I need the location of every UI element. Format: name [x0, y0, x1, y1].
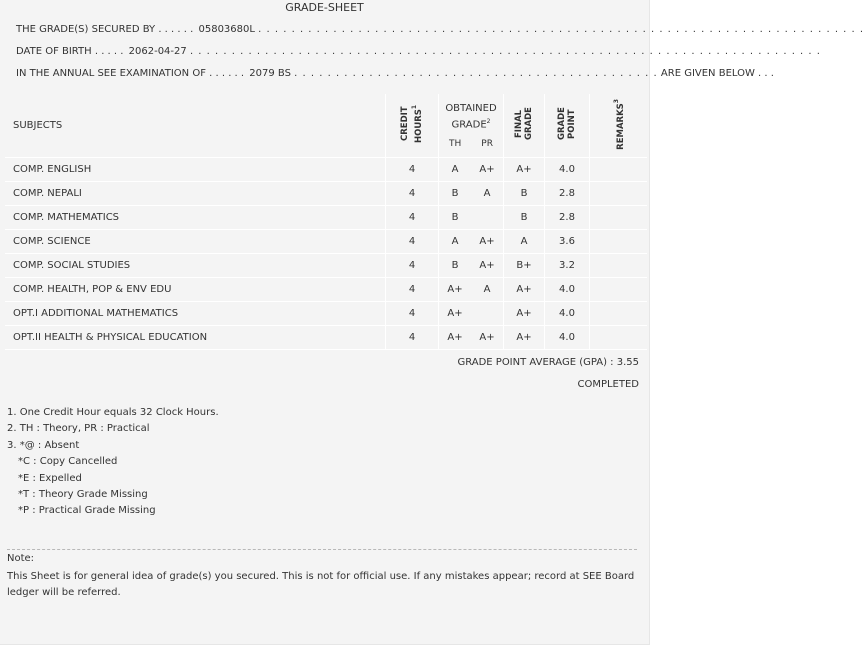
- remarks-sup: 3: [612, 98, 620, 103]
- obtained-grade-sup: 2: [486, 117, 491, 125]
- subject-cell: COMP. HEALTH, POP & ENV EDU: [5, 278, 386, 302]
- subject-cell: COMP. MATHEMATICS: [5, 206, 386, 230]
- footnote-item: *P : Practical Grade Missing: [18, 505, 156, 517]
- credit-cell: 4: [386, 206, 439, 230]
- secured-by-dots: . . . . . . . . . . . . . . . . . . . . . . . . . . . . . . . . . . . . . . . . . . . . . . . . . . . . . . . . . . . . . . . . . . . . . . . . .: [258, 24, 864, 35]
- credit-cell: 4: [386, 254, 439, 278]
- exam-suffix: ARE GIVEN BELOW . . .: [660, 68, 774, 79]
- note-divider: [7, 549, 637, 550]
- obtained-grade-label: OBTAINED GRADE: [445, 102, 497, 131]
- th-grade-cell: A: [439, 158, 472, 182]
- secured-by-line: [16, 24, 864, 35]
- grade-point-cell: 3.6: [545, 230, 590, 254]
- table-row: [5, 158, 647, 182]
- remarks-cell: [590, 206, 648, 230]
- final-grade-cell: A+: [504, 158, 545, 182]
- exam-dots: . . . . . . . . . . . . . . . . . . . . . . . . . . . . . . . . . . . . . . . . . . . .: [294, 68, 658, 79]
- secured-by-label: THE GRADE(S) SECURED BY . . . . . .: [16, 24, 194, 35]
- table-row: [5, 302, 647, 326]
- footnote-item: 1. One Credit Hour equals 32 Clock Hours.: [7, 407, 219, 418]
- symbol-number: 05803680L: [198, 24, 255, 35]
- table-row: [5, 230, 647, 254]
- footnote-item: 2. TH : Theory, PR : Practical: [7, 423, 150, 435]
- dob-dots: . . . . . . . . . . . . . . . . . . . . . . . . . . . . . . . . . . . . . . . . . . . . . . . . . . . . . . . . . . . . . . . . . . . . . . . . . . . .: [189, 46, 821, 57]
- remarks-label: REMARKS: [615, 102, 626, 150]
- th-grade-cell: A+: [439, 302, 472, 326]
- subject-cell: OPT.I ADDITIONAL MATHEMATICS: [5, 302, 386, 326]
- th-grade-cell: A+: [439, 326, 472, 350]
- grade-point-cell: 2.8: [545, 206, 590, 230]
- page-title: GRADE-SHEET: [285, 1, 364, 14]
- credit-cell: 4: [386, 158, 439, 182]
- remarks-cell: [590, 158, 648, 182]
- credit-hours-sup: 1: [411, 104, 419, 110]
- final-grade-cell: A+: [504, 302, 545, 326]
- remarks-cell: [590, 278, 648, 302]
- final-grade-label: FINAL GRADE: [514, 107, 534, 141]
- grade-point-cell: 2.8: [545, 182, 590, 206]
- subject-cell: COMP. ENGLISH: [5, 158, 386, 182]
- footnotes: [7, 405, 219, 520]
- final-grade-cell: A+: [504, 278, 545, 302]
- th-header: TH: [449, 139, 462, 150]
- subject-cell: COMP. SCIENCE: [5, 230, 386, 254]
- exam-line: [16, 68, 774, 79]
- th-grade-cell: B: [439, 182, 472, 206]
- final-grade-cell: A+: [504, 326, 545, 350]
- credit-cell: 4: [386, 302, 439, 326]
- pr-grade-cell: [471, 206, 504, 230]
- pr-grade-cell: A+: [471, 254, 504, 278]
- note-text: This Sheet is for general idea of grade(s) you secured. This is not for official use. If any mistakes appear; record at SEE Board ledger will be referred.: [7, 571, 635, 598]
- grade-point-cell: 3.2: [545, 254, 590, 278]
- subject-cell: OPT.II HEALTH & PHYSICAL EDUCATION: [5, 326, 386, 350]
- dob-label: DATE OF BIRTH . . . . .: [16, 46, 124, 57]
- remarks-header: [590, 94, 648, 158]
- credit-cell: 4: [386, 230, 439, 254]
- remarks-cell: [590, 302, 648, 326]
- pr-grade-cell: A: [471, 182, 504, 206]
- dob-line: [16, 46, 821, 57]
- table-row: [5, 206, 647, 230]
- th-grade-cell: A+: [439, 278, 472, 302]
- pr-grade-cell: A+: [471, 158, 504, 182]
- pr-grade-cell: A+: [471, 230, 504, 254]
- obtained-grade-header: [439, 94, 504, 158]
- table-row: [5, 326, 647, 350]
- credit-cell: 4: [386, 326, 439, 350]
- credit-cell: 4: [386, 278, 439, 302]
- grade-point-cell: 4.0: [545, 302, 590, 326]
- th-grade-cell: B: [439, 206, 472, 230]
- final-grade-header: [504, 94, 545, 158]
- footnote-item: *E : Expelled: [18, 472, 82, 484]
- grade-point-cell: 4.0: [545, 326, 590, 350]
- subjects-header: [5, 94, 386, 158]
- th-grade-cell: B: [439, 254, 472, 278]
- pr-grade-cell: [471, 302, 504, 326]
- remarks-cell: [590, 182, 648, 206]
- grade-point-label: GRADE POINT: [557, 107, 577, 141]
- gpa-value: 3.55: [616, 357, 639, 368]
- table-row: [5, 254, 647, 278]
- th-grade-cell: A: [439, 230, 472, 254]
- table-row: [5, 278, 647, 302]
- footnote-item: 3. *@ : Absent: [7, 439, 80, 451]
- grade-point-cell: 4.0: [545, 158, 590, 182]
- remarks-cell: [590, 254, 648, 278]
- credit-hours-label: CREDIT HOURS: [400, 106, 424, 144]
- status-text: COMPLETED: [577, 379, 639, 390]
- remarks-cell: [590, 326, 648, 350]
- remarks-cell: [590, 230, 648, 254]
- final-grade-cell: B: [504, 206, 545, 230]
- dob-value: 2062-04-27: [128, 46, 187, 57]
- grade-point-cell: 4.0: [545, 278, 590, 302]
- footnote-item: *C : Copy Cancelled: [18, 456, 118, 468]
- grades-table: [5, 94, 647, 350]
- pr-grade-cell: A: [471, 278, 504, 302]
- subject-cell: COMP. NEPALI: [5, 182, 386, 206]
- table-row: [5, 182, 647, 206]
- gpa-label: GRADE POINT AVERAGE (GPA) :: [457, 357, 614, 368]
- final-grade-cell: B+: [504, 254, 545, 278]
- gpa-line: [457, 357, 639, 368]
- pr-header: PR: [481, 139, 493, 150]
- final-grade-cell: B: [504, 182, 545, 206]
- exam-label: IN THE ANNUAL SEE EXAMINATION OF . . . . . .: [16, 68, 245, 79]
- grade-point-header: [545, 94, 590, 158]
- credit-cell: 4: [386, 182, 439, 206]
- table-header-row: [5, 94, 647, 158]
- exam-year: 2079 BS: [249, 68, 291, 79]
- subjects-header-label: SUBJECTS: [13, 120, 63, 131]
- subject-cell: COMP. SOCIAL STUDIES: [5, 254, 386, 278]
- credit-hours-header: [386, 94, 439, 158]
- footnote-item: *T : Theory Grade Missing: [18, 489, 148, 501]
- final-grade-cell: A: [504, 230, 545, 254]
- pr-grade-cell: A+: [471, 326, 504, 350]
- note-label: Note:: [7, 553, 35, 564]
